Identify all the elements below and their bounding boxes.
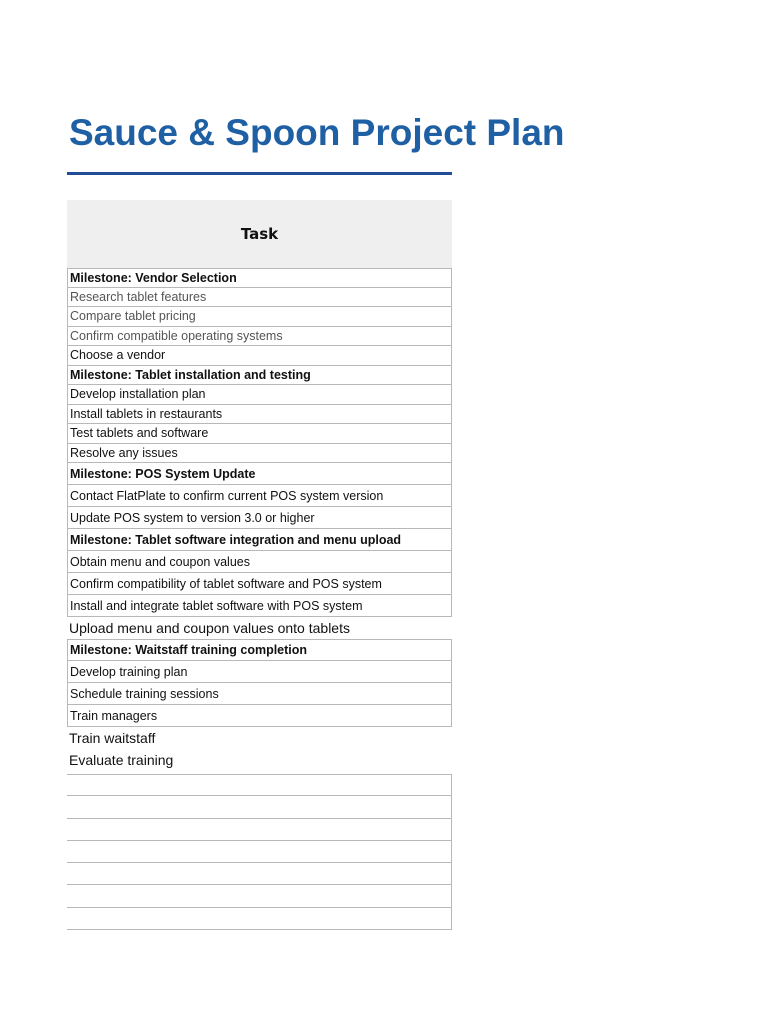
task-row[interactable]	[67, 444, 452, 464]
task-text: Milestone: Tablet software integration and menu upload	[70, 532, 402, 547]
title-underline	[67, 172, 452, 175]
task-row[interactable]	[67, 683, 452, 705]
empty-row[interactable]	[67, 819, 452, 841]
task-row[interactable]	[67, 288, 452, 308]
empty-row[interactable]	[67, 774, 452, 796]
empty-row[interactable]	[67, 908, 452, 930]
task-list	[67, 268, 452, 771]
task-row[interactable]	[67, 705, 452, 727]
task-row[interactable]	[67, 346, 452, 366]
empty-row[interactable]	[67, 863, 452, 885]
task-row[interactable]	[67, 661, 452, 683]
task-text: Compare tablet pricing	[70, 309, 196, 324]
task-row-unformatted[interactable]	[67, 749, 452, 771]
task-text: Obtain menu and coupon values	[70, 554, 250, 569]
task-text: Develop installation plan	[70, 387, 206, 402]
task-row-unformatted[interactable]	[67, 617, 452, 639]
task-row-unformatted[interactable]	[67, 727, 452, 749]
task-row[interactable]	[67, 385, 452, 405]
task-text: Evaluate training	[69, 752, 174, 768]
task-text: Develop training plan	[70, 664, 188, 679]
task-row[interactable]	[67, 424, 452, 444]
task-text: Train waitstaff	[69, 730, 156, 746]
task-text: Contact FlatPlate to confirm current POS system version	[70, 488, 384, 503]
task-row[interactable]	[67, 573, 452, 595]
task-text: Choose a vendor	[70, 348, 166, 363]
empty-row[interactable]	[67, 841, 452, 863]
task-text: Update POS system to version 3.0 or higher	[70, 510, 315, 525]
task-row[interactable]	[67, 595, 452, 617]
task-text: Upload menu and coupon values onto tablets	[69, 620, 350, 636]
task-row[interactable]	[67, 307, 452, 327]
empty-row[interactable]	[67, 885, 452, 907]
task-row[interactable]	[67, 327, 452, 347]
task-text: Confirm compatible operating systems	[70, 328, 283, 343]
task-row[interactable]	[67, 405, 452, 425]
milestone-row[interactable]	[67, 366, 452, 386]
task-text: Install tablets in restaurants	[70, 406, 223, 421]
milestone-row[interactable]	[67, 268, 452, 288]
empty-rows	[67, 774, 452, 930]
task-column-header-label: Task	[240, 225, 279, 243]
task-text: Schedule training sessions	[70, 686, 219, 701]
task-text: Milestone: Vendor Selection	[70, 270, 237, 285]
task-text: Train managers	[70, 708, 158, 723]
task-text: Milestone: Tablet installation and testing	[70, 367, 311, 382]
page-title: Sauce & Spoon Project Plan	[69, 112, 565, 153]
task-text: Research tablet features	[70, 289, 207, 304]
task-row[interactable]	[67, 507, 452, 529]
task-row[interactable]	[67, 485, 452, 507]
task-text: Test tablets and software	[70, 426, 209, 441]
empty-row[interactable]	[67, 796, 452, 818]
milestone-row[interactable]	[67, 529, 452, 551]
task-text: Milestone: Waitstaff training completion	[70, 643, 308, 657]
milestone-row[interactable]	[67, 463, 452, 485]
task-text: Confirm compatibility of tablet software and POS system	[70, 576, 382, 591]
task-text: Milestone: POS System Update	[70, 466, 256, 481]
task-row[interactable]	[67, 551, 452, 573]
milestone-row[interactable]	[67, 639, 452, 661]
task-column-header[interactable]	[67, 200, 452, 268]
task-text: Resolve any issues	[70, 445, 178, 460]
title-cell[interactable]	[67, 108, 565, 158]
task-text: Install and integrate tablet software with POS system	[70, 598, 363, 613]
